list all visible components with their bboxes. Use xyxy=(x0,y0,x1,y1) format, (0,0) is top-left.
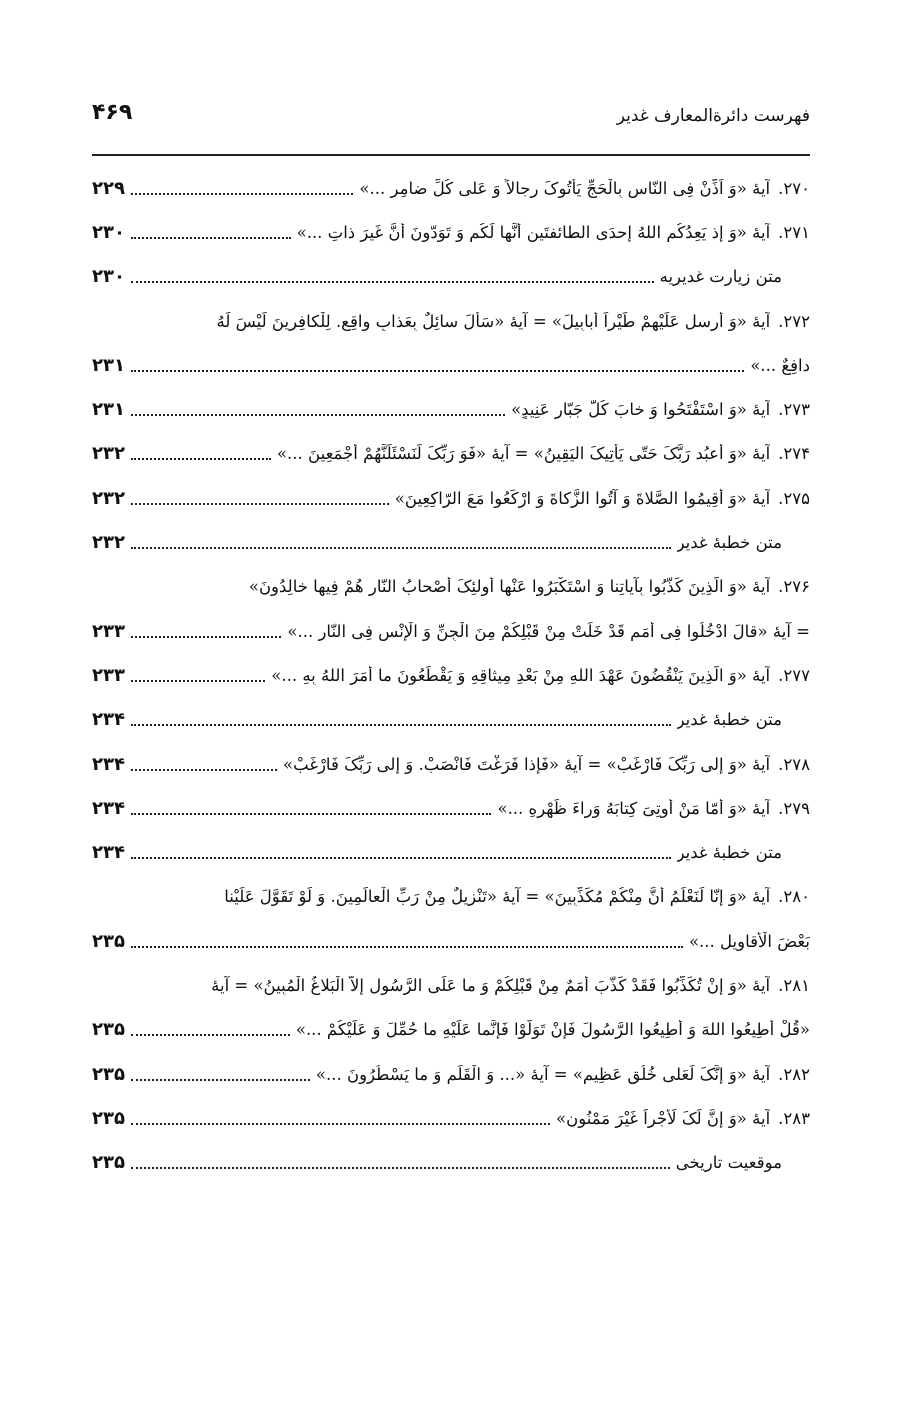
dot-leader xyxy=(131,413,505,416)
entry-text: آیهٔ «وَ الَّذِینَ کَذَّبُوا بِآیاتِنا وَ اسْتَکْبَرُوا عَنْها أُولئِکَ أَصْحابُ النّارِ هُمْ فِیها خالِدُونَ» xyxy=(248,577,771,597)
index-entry xyxy=(92,432,810,476)
entry-text: آیهٔ «وَ إِنَّ لَکَ لَأَجْراً غَیْرَ مَمْنُونٍ» xyxy=(556,1108,771,1128)
dot-leader xyxy=(131,768,277,771)
entry-page-number: ۲۳۱ xyxy=(92,354,125,376)
index-entry xyxy=(92,299,810,343)
page-number: ۴۶۹ xyxy=(92,100,133,125)
dot-leader xyxy=(131,679,265,682)
dot-leader xyxy=(131,635,281,638)
entry-text: آیهٔ «وَ أرسل عَلَیْهِمْ طَیْراً أبابِیلَ» = آیهٔ «سَأَلَ سائِلٌ بِعَذابٍ واقِعٍ. لِلْکافِرِینَ لَیْسَ لَهُ xyxy=(216,311,771,331)
dot-leader xyxy=(131,369,744,372)
index-entry xyxy=(92,963,810,1007)
index-entry xyxy=(92,698,810,742)
entry-page-number: ۲۳۴ xyxy=(92,797,125,819)
entry-number: ۲۸۳. xyxy=(778,1108,810,1128)
entry-page-number: ۲۳۳ xyxy=(92,620,125,642)
entry-number: ۲۷۸. xyxy=(778,754,810,774)
index-entry xyxy=(92,875,810,919)
entry-text: متن خطبهٔ غدیر xyxy=(676,710,782,730)
dot-leader xyxy=(131,280,654,283)
index-entry xyxy=(92,343,810,387)
entry-number: ۲۷۳. xyxy=(778,400,810,420)
entry-text: دافِعٌ ...» xyxy=(750,355,810,375)
entry-page-number: ۲۳۴ xyxy=(92,753,125,775)
entry-text: = آیهٔ «قالَ ادْخُلُوا فِی أُمَمٍ قَدْ خَلَتْ مِنْ قَبْلِکُمْ مِنَ الْجِنِّ وَ الْإِنْسِ فِی النّارِ ...» xyxy=(287,621,810,641)
entry-page-number: ۲۳۵ xyxy=(92,930,125,952)
entry-page-number: ۲۳۱ xyxy=(92,399,125,421)
index-entry xyxy=(92,919,810,963)
entry-number: ۲۷۲. xyxy=(778,311,810,331)
entry-page-number: ۲۳۲ xyxy=(92,443,125,465)
entry-text: آیهٔ «وَ إِنّا لَنَعْلَمُ أَنَّ مِنْکُمْ مُکَذِّبِینَ» = آیهٔ «تَنْزِیلٌ مِنْ رَبِّ الْعالَمِینَ. وَ لَوْ تَقَوَّلَ عَلَیْنا xyxy=(224,887,771,907)
dot-leader xyxy=(131,723,671,726)
dot-leader xyxy=(131,192,353,195)
index-entry xyxy=(92,742,810,786)
dot-leader xyxy=(131,1078,310,1081)
entry-text: آیهٔ «وَ إِنْ تُکَذِّبُوا فَقَدْ کَذَّبَ أُمَمٌ مِنْ قَبْلِکُمْ وَ ما عَلَی الرَّسُولِ إِلاَّ الْبَلاغُ الْمُبِینُ» = آیهٔ xyxy=(211,975,771,995)
index-entry xyxy=(92,565,810,609)
entry-page-number: ۲۳۵ xyxy=(92,1107,125,1129)
entry-page-number: ۲۳۲ xyxy=(92,532,125,554)
entry-text: متن زیارت غدیریه xyxy=(659,267,782,287)
entry-text: «قُلْ أَطِیعُوا اللهَ وَ أَطِیعُوا الرَّسُولَ فَإِنْ تَوَلَّوْا فَإِنَّما عَلَیْهِ ما حُمِّلَ وَ عَلَیْکُمْ ...» xyxy=(295,1020,810,1040)
dot-leader xyxy=(131,502,389,505)
entry-page-number: ۲۳۵ xyxy=(92,1019,125,1041)
entry-text: آیهٔ «وَ إذ یَعِدُکُم اللهُ إحدَی الطائفتَین أنَّها لَکُم وَ تَوَدّونَ أنَّ غَیرَ ذاتِ ...» xyxy=(296,222,771,242)
entry-text: متن خطبهٔ غدیر xyxy=(676,843,782,863)
index-entry xyxy=(92,1052,810,1096)
index-entry xyxy=(92,1008,810,1052)
index-entry xyxy=(92,653,810,697)
dot-leader xyxy=(131,812,492,815)
dot-leader xyxy=(131,457,271,460)
entry-text: بَعْضَ الْأَقاوِیلِ ...» xyxy=(688,931,810,951)
entry-number: ۲۷۴. xyxy=(778,444,810,464)
entry-number: ۲۷۵. xyxy=(778,488,810,508)
index-entry xyxy=(92,609,810,653)
entry-page-number: ۲۳۴ xyxy=(92,842,125,864)
entry-page-number: ۲۳۰ xyxy=(92,221,125,243)
entry-number: ۲۷۱. xyxy=(778,222,810,242)
index-entry xyxy=(92,166,810,210)
entry-text: آیهٔ «وَ اسْتَفْتَحُوا وَ خابَ کُلُّ جَبّارٍ عَنِیدٍ» xyxy=(511,400,771,420)
entry-number: ۲۷۶. xyxy=(778,577,810,597)
running-title: فهرست دائرةالمعارف غدیر xyxy=(616,106,810,126)
entry-text: آیهٔ «وَ إِنَّکَ لَعَلی خُلُقٍ عَظِیمٍ» = آیهٔ «... وَ الْقَلَمِ وَ ما یَسْطُرُونَ ...» xyxy=(315,1064,771,1084)
index-entry xyxy=(92,786,810,830)
entry-page-number: ۲۳۴ xyxy=(92,709,125,731)
index-entry xyxy=(92,830,810,874)
dot-leader xyxy=(131,546,671,549)
entry-text: آیهٔ «وَ أَقِیمُوا الصَّلاةَ وَ آتُوا الزَّکاةَ وَ ارْکَعُوا مَعَ الرّاکِعِینَ» xyxy=(394,488,771,508)
page-header xyxy=(92,92,810,148)
entry-page-number: ۲۳۰ xyxy=(92,266,125,288)
dot-leader xyxy=(131,945,683,948)
entry-text: آیهٔ «وَ أَمّا مَنْ أُوتِیَ کِتابَهُ وَراءَ ظَهْرِهِ ...» xyxy=(497,798,771,818)
index-entry xyxy=(92,255,810,299)
header-divider xyxy=(92,154,810,156)
dot-leader xyxy=(131,856,671,859)
entry-page-number: ۲۳۳ xyxy=(92,664,125,686)
index-entry xyxy=(92,1141,810,1185)
entry-page-number: ۲۳۵ xyxy=(92,1063,125,1085)
entry-number: ۲۸۰. xyxy=(778,887,810,907)
entry-page-number: ۲۳۲ xyxy=(92,487,125,509)
entry-text: آیهٔ «وَ اَذِّنْ فِی النّاسِ بِالْحَجِّ یَأْتُوکَ رِجالاً وَ عَلی کُلِّ ضامِرٍ ...» xyxy=(359,178,771,198)
entry-number: ۲۷۷. xyxy=(778,665,810,685)
dot-leader xyxy=(131,236,291,239)
entry-text: آیهٔ «وَ الَّذِینَ یَنْقُضُونَ عَهْدَ اللهِ مِنْ بَعْدِ مِیثاقِهِ وَ یَقْطَعُونَ ما أَمَرَ اللهُ بِهِ ...» xyxy=(271,665,771,685)
entry-page-number: ۲۳۵ xyxy=(92,1152,125,1174)
entry-text: متن خطبهٔ غدیر xyxy=(676,533,782,553)
entry-page-number: ۲۲۹ xyxy=(92,177,125,199)
index-entry xyxy=(92,476,810,520)
index-entries xyxy=(92,166,810,1185)
index-entry xyxy=(92,1096,810,1140)
entry-number: ۲۷۹. xyxy=(778,798,810,818)
index-entry xyxy=(92,210,810,254)
entry-number: ۲۸۲. xyxy=(778,1064,810,1084)
entry-text: موقعیت تاریخی xyxy=(675,1153,782,1173)
dot-leader xyxy=(131,1033,290,1036)
index-entry xyxy=(92,520,810,564)
entry-text: آیهٔ «وَ إِلی رَبِّکَ فَارْغَبْ» = آیهٔ «فَإِذا فَرَغْتَ فَانْصَبْ. وَ إِلی رَبِّکَ فَارْغَبْ» xyxy=(283,754,771,774)
entry-number: ۲۷۰. xyxy=(778,178,810,198)
dot-leader xyxy=(131,1166,670,1169)
index-entry xyxy=(92,387,810,431)
dot-leader xyxy=(131,1122,550,1125)
entry-number: ۲۸۱. xyxy=(778,975,810,995)
entry-text: آیهٔ «وَ أعبُد رَبَّکَ حَتّی یَأتِیکَ الیَقِینُ» = آیهٔ «فَوَ رَبِّکَ لَنَسْئَلَنَّهُمْ أجْمَعِینَ ...» xyxy=(276,444,771,464)
